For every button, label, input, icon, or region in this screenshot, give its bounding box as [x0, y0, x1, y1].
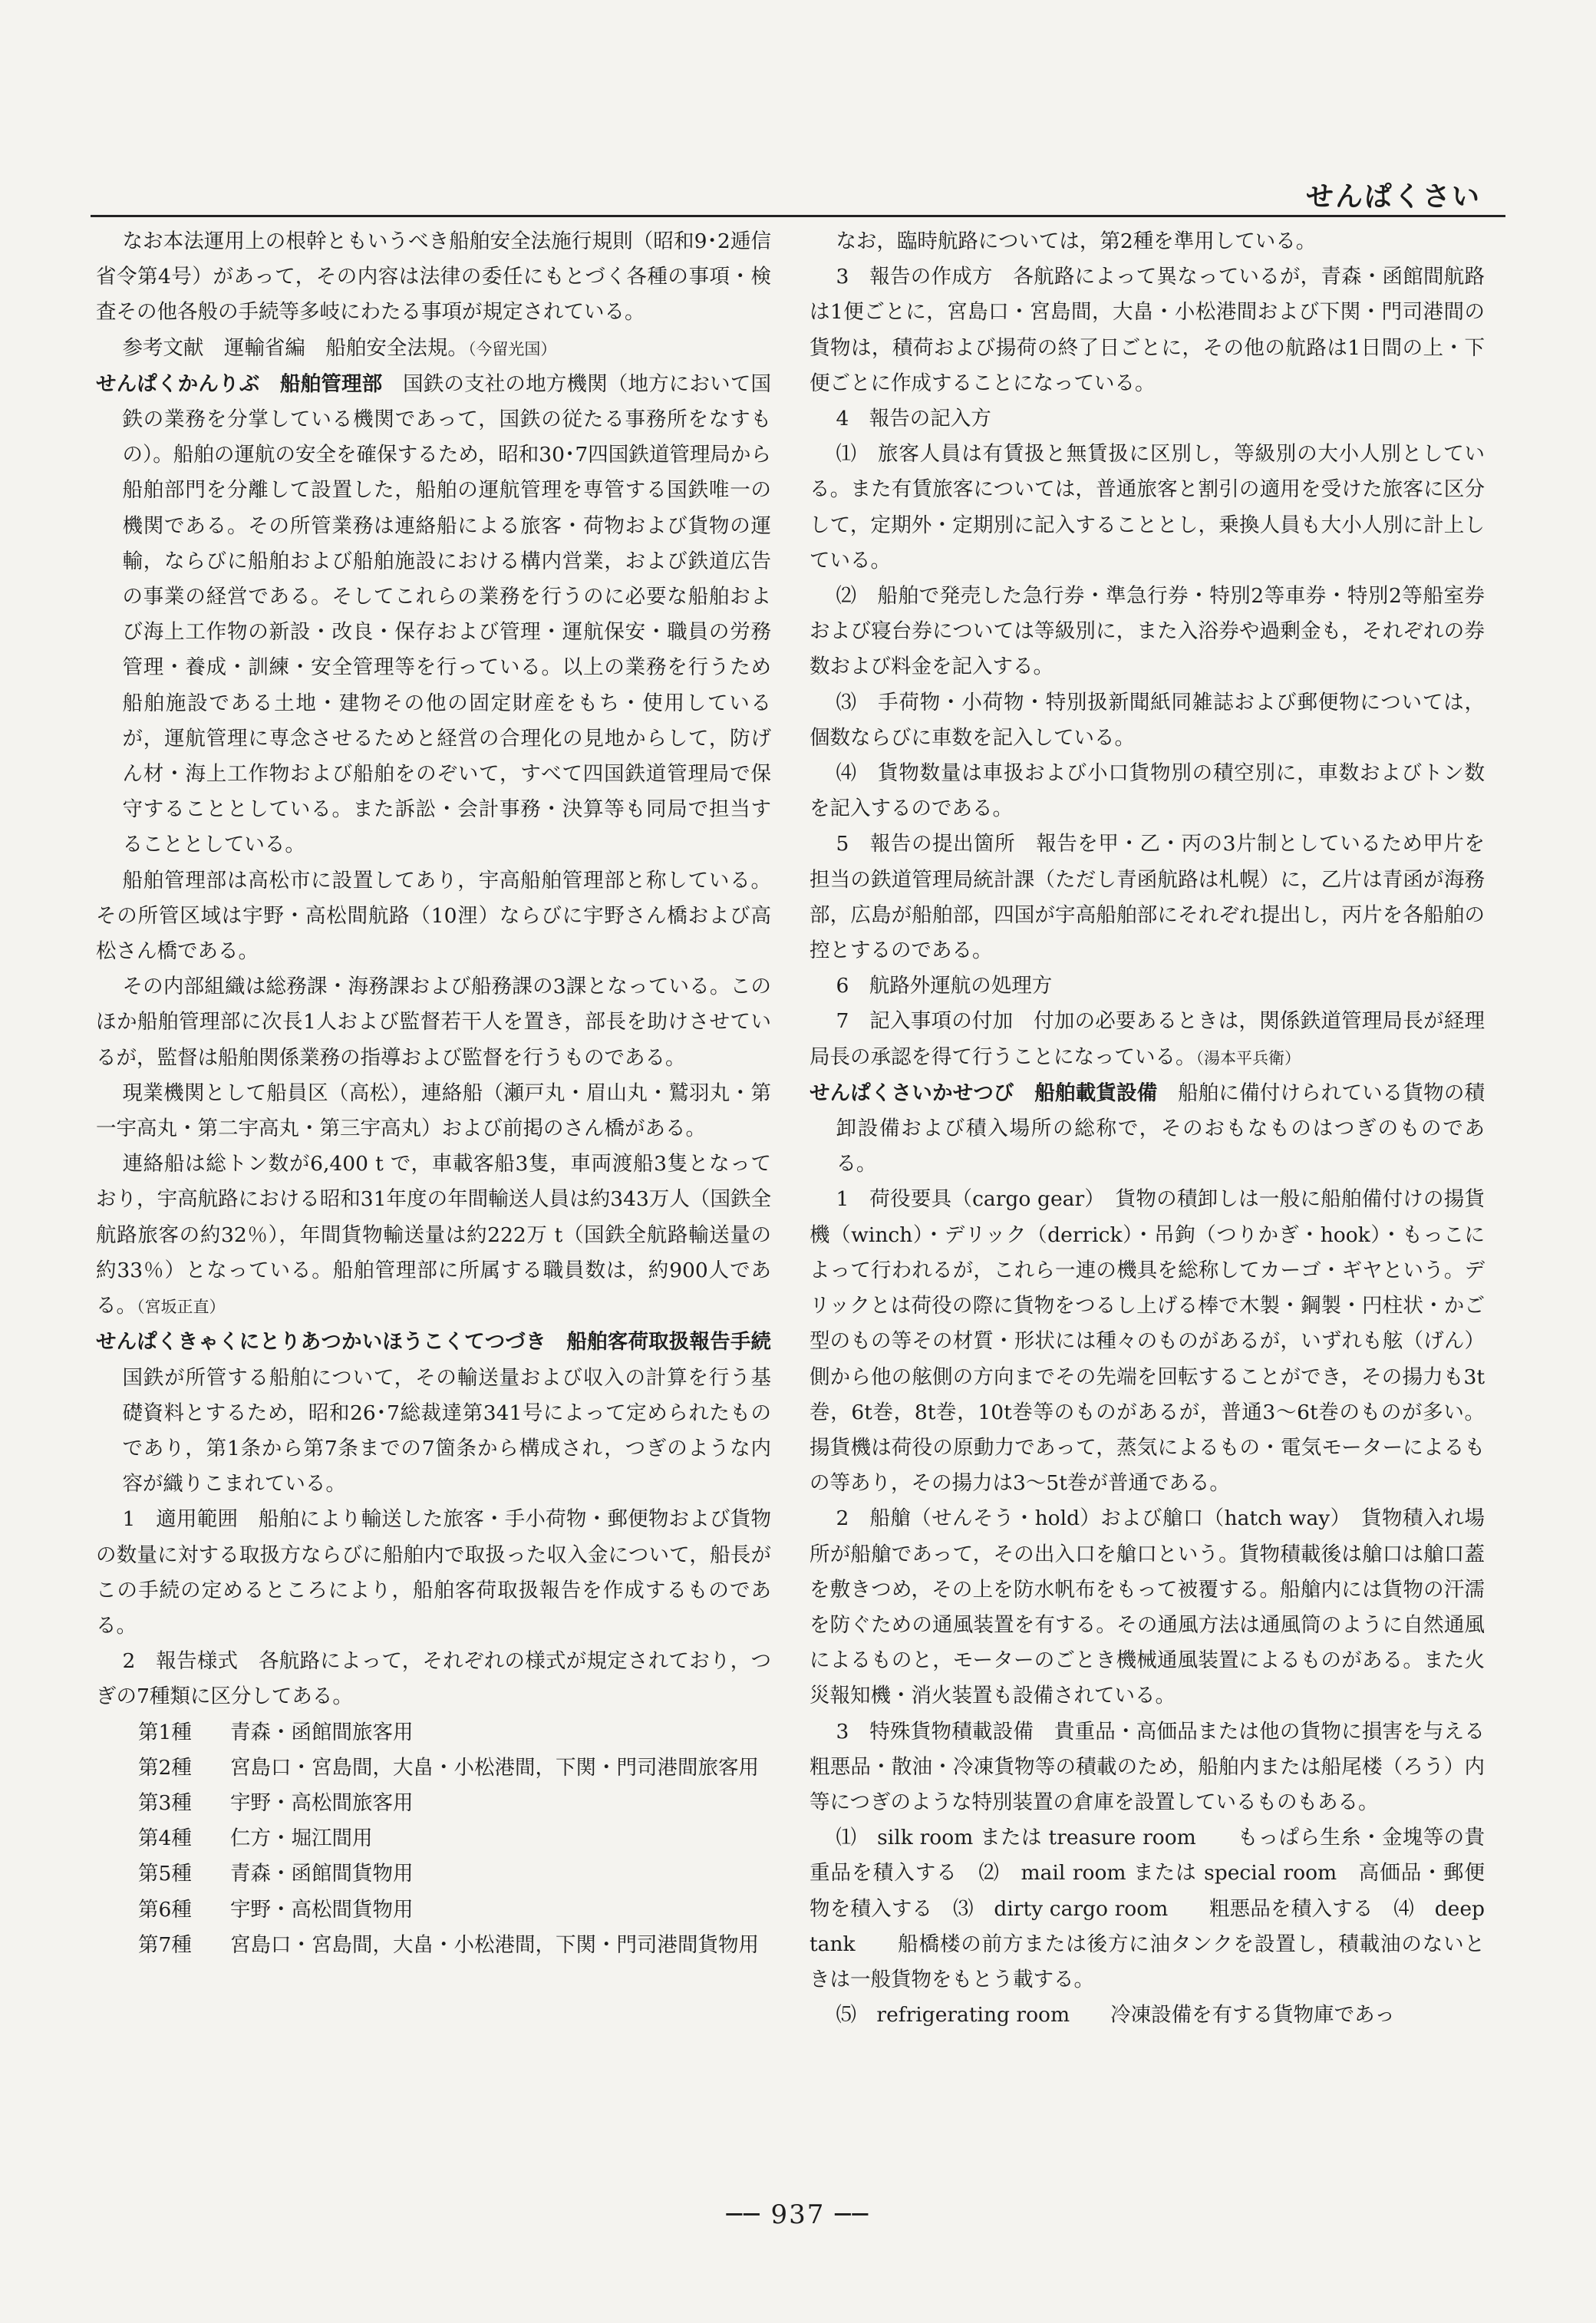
page-number-value: 937	[770, 2199, 826, 2230]
paragraph: その内部組織は総務課・海務課および船務課の3課となっている。このほか船舶管理部に次長1人および監督若干人を置き，部長を助けさせているが，監督は船舶関係業務の指導および監督を行うものである。	[96, 975, 771, 1070]
kind-value: 宮島口・宮島間，大畠・小松港間，下関・門司港間貨物用	[230, 1932, 759, 1957]
kind-value: 仁方・堀江間用	[230, 1826, 373, 1851]
paragraph: 船舶管理部は高松市に設置してあり，宇高船舶管理部と称している。その所管区域は宇野・高松間航路（10浬）ならびに宇野さん橋および高松さん橋である。	[96, 868, 771, 964]
header-rule	[91, 215, 1505, 217]
paragraph	[810, 1004, 1485, 1075]
entry-title: 船舶客荷取扱報告手続	[566, 1330, 771, 1355]
kind-value: 青森・函館間旅客用	[230, 1720, 414, 1744]
entry-title: 船舶管理部	[280, 371, 383, 396]
paragraph: 1 荷役要具（cargo gear） 貨物の積卸しは一般に船舶備付けの揚貨機（winch）・デリック（derrick）・吊鉤（つりかぎ・hook）・もっこによって行われるが，これら一連の機具を総称してカーゴ・ギヤという。デリックとは荷役の際に貨物をつるし上げる棒で木製・鋼製・円柱状・かご型のもの等その材質・形状には種々のものがあるが，いずれも舷（げん）側から他の舷側の方向までその先端を回転することができ，その揚力も3t巻，6t巻，8t巻，10t巻等のものがあるが，普通3～6t巻のものが多い。揚貨機は荷役の原動力であって，蒸気によるもの・電気モーターによるもの等あり，その揚力は3～5t巻が普通である。	[810, 1187, 1485, 1496]
paragraph: 3 報告の作成方 各航路によって異なっているが，青森・函館間航路は1便ごとに，宮島口・宮島間，大畠・小松港間および下関・門司港間の貨物は，積荷および揚荷の終了日ごとに，その他の航路は1日間の上・下便ごとに作成することになっている。	[810, 265, 1485, 395]
right-column	[810, 224, 1485, 2189]
report-kind-row	[96, 1821, 771, 1856]
paragraph: 1 適用範囲 船舶により輸送した旅客・手小荷物・郵便物および貨物の数量に対する取扱方ならびに船舶内で取扱った収入金について，船長がこの手続の定めるところにより，船舶客荷取扱報告を作成するものである。	[96, 1507, 771, 1638]
report-kind-row	[96, 1928, 771, 1963]
paragraph	[96, 1147, 771, 1325]
entry-senpaku-kyakuni	[96, 1325, 771, 1502]
report-kind-row	[96, 1715, 771, 1750]
paragraph: 2 船艙（せんそう・hold）および艙口（hatch way） 貨物積入れ場所が船艙であって，その出入口を艙口という。貨物積載後は艙口は艙口蓋を敷きつめ，その上を防水帆布をもって被覆する。船艙内には貨物の汗濡を防ぐための通風装置を有する。その通風方法は通風筒のように自然通風によるものと，モーターのごとき機械通風装置によるものがある。また火災報知機・消火装置も設備されている。	[810, 1506, 1485, 1708]
paragraph: 6 航路外運航の処理方	[836, 974, 1053, 998]
running-head: せんぱくさい	[1305, 181, 1481, 213]
entry-body: 国鉄が所管する船舶について，その輸送量および収入の計算を行う基礎資料とするため，昭和26･7総裁達第341号によって定められたものであり，第1条から第7条までの7箇条から構成され，つぎのような内容が織りこまれている。	[122, 1365, 771, 1496]
entry-senpaku-kanribu	[96, 367, 771, 863]
paragraph: 4 報告の記入方	[836, 407, 991, 431]
paragraph: ⑴ silk room または treasure room もっぱら生糸・金塊等の貴重品を積入する ⑵ mail room または special room 高価品・郵便物を積入する ⑶ dirty cargo room 粗悪品を積入する ⑷ deep tank 船橋楼の前方または後方に油タンクを設置し，積載油のないときは一般貨物をもとう載する。	[810, 1826, 1485, 1991]
paragraph: 2 報告様式 各航路によって，それぞれの様式が規定されており，つぎの7種類に区分してある。	[96, 1649, 771, 1709]
paragraph: ⑷ 貨物数量は車扱および小口貨物別の積空別に，車数およびトン数を記入するのである。	[810, 761, 1485, 821]
report-kind-row	[96, 1892, 771, 1928]
kind-label: 第1種	[138, 1720, 192, 1744]
entry-title: 船舶載貨設備	[1034, 1081, 1158, 1105]
paragraph: なお本法運用上の根幹ともいうべき船舶安全法施行規則（昭和9･2逓信省令第4号）があって，その内容は法律の委任にもとづく各種の事項・検査その他各般の手続等多岐にわたる事項が規定されている。	[96, 229, 771, 325]
entry-body: 船舶に備付けられている貨物の積卸設備および積入場所の総称で，そのおもなものはつぎのものである。	[836, 1081, 1485, 1176]
author-credit: （宮坂正直）	[137, 1298, 226, 1317]
paragraph: 5 報告の提出箇所 報告を甲・乙・丙の3片制としているため甲片を担当の鉄道管理局統計課（ただし青函航路は札幌）に，乙片は青函が海務部，広島が船舶部，四国が宇高船舶部にそれぞれ提出し，丙片を各船舶の控とするのである。	[810, 832, 1485, 963]
paragraph: ⑶ 手荷物・小荷物・特別扱新聞紙同雑誌および郵便物については，個数ならびに車数を記入している。	[810, 690, 1485, 750]
paragraph: なお，臨時航路については，第2種を準用している。	[836, 229, 1317, 253]
entry-reading: せんぱくかんりぶ	[96, 371, 260, 396]
kind-label: 第2種	[138, 1755, 192, 1780]
kind-value: 宇野・高松間旅客用	[230, 1790, 414, 1815]
kind-label: 第7種	[138, 1932, 192, 1957]
paragraph: ⑴ 旅客人員は有賃扱と無賃扱に区別し，等級別の大小人別としている。また有賃旅客については，普通旅客と割引の適用を受けた旅客に区分して，定期外・定期別に記入することとし，乗換人員も大小人別に計上している。	[810, 442, 1485, 573]
kind-value: 青森・函館間貨物用	[230, 1862, 414, 1886]
author-credit: （湯本平兵衛）	[1195, 1048, 1301, 1067]
paragraph: ⑸ refrigerating room 冷凍設備を有する貨物庫であっ	[836, 2003, 1395, 2028]
entry-senpaku-saika-setsubi	[810, 1076, 1485, 1183]
references	[96, 331, 771, 367]
kind-label: 第4種	[138, 1826, 192, 1851]
entry-body: 国鉄の支社の地方機関（地方において国鉄の業務を分掌している機関であって，国鉄の従たる事務所をなすもの）。船舶の運航の安全を確保するため，昭和30･7四国鉄道管理局から船舶部門を分離して設置した，船舶の運航管理を専管する国鉄唯一の機関である。その所管業務は連絡船による旅客・荷物および貨物の運輸，ならびに船舶および船舶施設における構内営業，および鉄道広告の事業の経営である。そしてこれらの業務を行うのに必要な船舶および海上工作物の新設・改良・保存および管理・運航保安・職員の労務管理・養成・訓練・安全管理等を行っている。以上の業務を行うため船舶施設である土地・建物その他の固定財産をもち・使用しているが，運航管理に専念させるためと経営の合理化の見地からして，防げん材・海上工作物および船舶をのぞいて，すべて四国鉄道管理局で保守することとしている。また訴訟・会計事務・決算等も同局で担当することとしている。	[122, 371, 771, 857]
kind-value: 宮島口・宮島間，大畠・小松港間，下関・門司港間旅客用	[230, 1755, 759, 1780]
kind-value: 宇野・高松間貨物用	[230, 1897, 414, 1922]
kind-label: 第6種	[138, 1897, 192, 1922]
left-column	[96, 224, 771, 2189]
paragraph-text: 連絡船は総トン数が6,400 t で，車載客船3隻，車両渡船3隻となっており，宇高航路における昭和31年度の年間輸送人員は約343万人（国鉄全航路旅客の約32％），年間貨物輸送量は約222万 t（国鉄全航路輸送量の約33％）となっている。船舶管理部に所属する職員数は，約900人である。	[96, 1152, 771, 1318]
report-kind-row	[96, 1786, 771, 1821]
report-kind-row	[96, 1856, 771, 1892]
paragraph-text: 7 記入事項の付加 付加の必要あるときは，関係鉄道管理局長が経理局長の承認を得て行うことになっている。	[810, 1009, 1485, 1069]
kind-label: 第3種	[138, 1790, 192, 1815]
reference-text: 参考文献 運輸省編 船舶安全法規。	[122, 335, 468, 360]
page-number: ── 937 ──	[726, 2199, 870, 2230]
entry-reading: せんぱくさいかせつび	[810, 1081, 1014, 1105]
author-credit: （今留光国）	[467, 339, 557, 358]
paragraph: ⑵ 船舶で発売した急行券・準急行券・特別2等車券・特別2等船室券および寝台券については等級別に，また入浴券や過剰金も，それぞれの券数および料金を記入する。	[810, 584, 1485, 679]
paragraph: 現業機関として船員区（高松），連絡船（瀬戸丸・眉山丸・鷲羽丸・第一宇高丸・第二宇高丸・第三宇高丸）および前掲のさん橋がある。	[96, 1081, 771, 1141]
report-kind-row	[96, 1750, 771, 1786]
entry-reading: せんぱくきゃくにとりあつかいほうこくてつづき	[96, 1330, 546, 1355]
kind-label: 第5種	[138, 1862, 192, 1886]
paragraph: 3 特殊貨物積載設備 貴重品・高価品または他の貨物に損害を与える粗悪品・散油・冷凍貨物等の積載のため，船舶内または船尾楼（ろう）内等につぎのような特別装置の倉庫を設置しているものもある。	[810, 1719, 1485, 1814]
